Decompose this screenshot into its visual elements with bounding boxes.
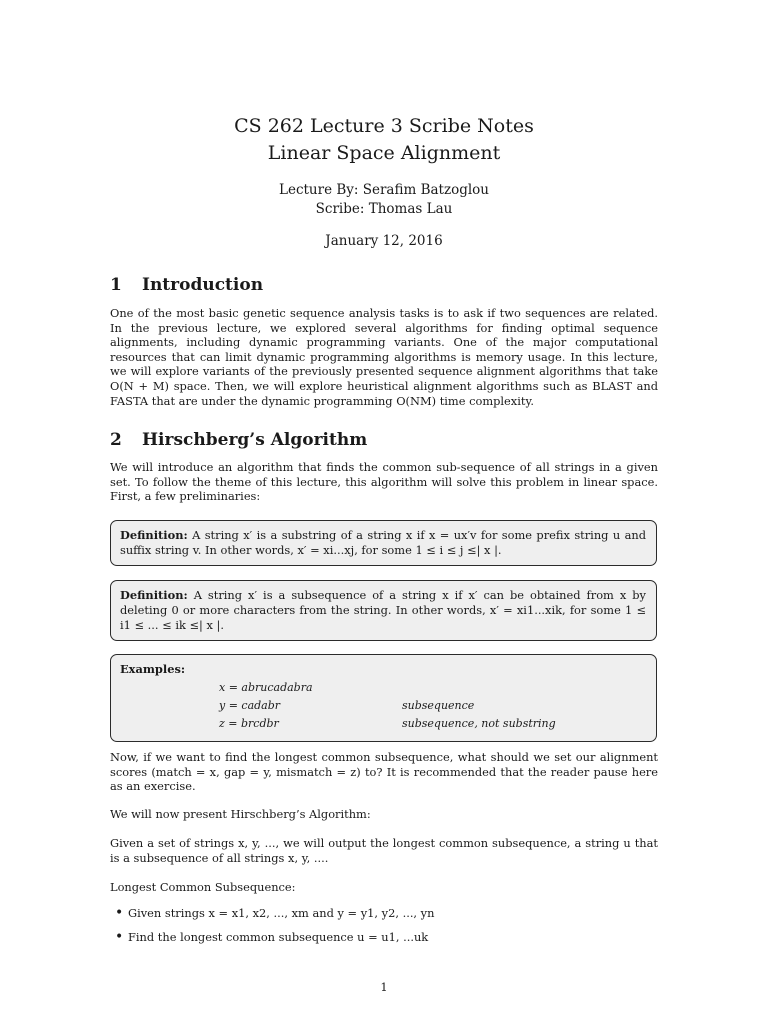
definition-box-substring: [110, 520, 657, 566]
example-expr: x = abrucadabra: [219, 681, 313, 694]
definition-label: Definition:: [120, 528, 188, 542]
paper-title: [110, 113, 658, 167]
section-introduction: [110, 274, 658, 408]
date: January 12, 2016: [325, 233, 443, 249]
section-heading: 2 Hirschberg’s Algorithm: [110, 430, 368, 450]
definition-box-subsequence: [110, 580, 657, 641]
examples-box: [110, 654, 657, 742]
title-line-2: Linear Space Alignment: [267, 142, 501, 164]
lecturer: Lecture By: Serafim Batzoglou: [278, 182, 489, 198]
intro-paragraph: One of the most basic genetic sequence analysis tasks is to ask if two sequences are related. In the previous lecture, we explored several algorithms for finding optimal sequence alignments, including dynamic programming variants. One of the major computational resources that can limit dynamic programming algorithms is memory usage. In this lecture, we will explore variants of the previously presented sequence alignment algorithms that take O(N + M) space. Then, we will explore heuristical alignment algorithms such as BLAST and FASTA that are under the dynamic programming O(NM) time complexity.: [110, 306, 658, 408]
author-block: [110, 181, 658, 219]
present-paragraph: We will now present Hirschberg’s Algorithm:: [110, 807, 371, 821]
scribe: Scribe: Thomas Lau: [315, 201, 453, 217]
section-heading: 1 Introduction: [110, 275, 264, 295]
hirschberg-intro: We will introduce an algorithm that finds the common sub-sequence of all strings in a given set. To follow the theme of this lecture, this algorithm will solve this problem in linear space. First, a few preliminaries:: [110, 460, 658, 504]
given-paragraph: Given a set of strings x, y, ..., we will output the longest common subsequence, a string u that is a subsequence of all strings x, y, ....: [110, 836, 658, 865]
example-expr: y = cadabr: [219, 699, 281, 712]
bullet-item: • Given strings x = x1, x2, ..., xm and y = y1, y2, ..., yn: [128, 906, 434, 920]
scores-paragraph: Now, if we want to find the longest common subsequence, what should we set our alignment scores (match = x, gap = y, mismatch = z) to? It is recommended that the reader pause here as an exercise.: [110, 750, 658, 794]
definition-text: A string x′ is a subsequence of a string x if x′ can be obtained from x by deleting 0 or more characters from the string. In other words, x′ = xi1...xik, for some 1 ≤ i1 ≤ ... ≤ ik ≤| x |.: [120, 588, 646, 632]
examples-label: Examples:: [120, 662, 186, 676]
bullet-item: • Find the longest common subsequence u = u1, ...uk: [128, 930, 428, 944]
example-note: subsequence, not substring: [402, 717, 556, 730]
definition-text: A string x′ is a substring of a string x if x = ux′v for some prefix string u and suffix string v. In other words, x′ = xi...xj, for some 1 ≤ i ≤ j ≤| x |.: [120, 528, 646, 557]
paper-page: [110, 0, 658, 994]
definition-label: Definition:: [120, 588, 188, 602]
page-number: 1: [380, 980, 388, 994]
section-hirschberg: [110, 429, 658, 504]
title-line-1: CS 262 Lecture 3 Scribe Notes: [234, 115, 534, 137]
example-expr: z = brcdbr: [219, 717, 279, 730]
example-note: subsequence: [402, 699, 475, 712]
lcs-label: Longest Common Subsequence:: [110, 880, 296, 894]
